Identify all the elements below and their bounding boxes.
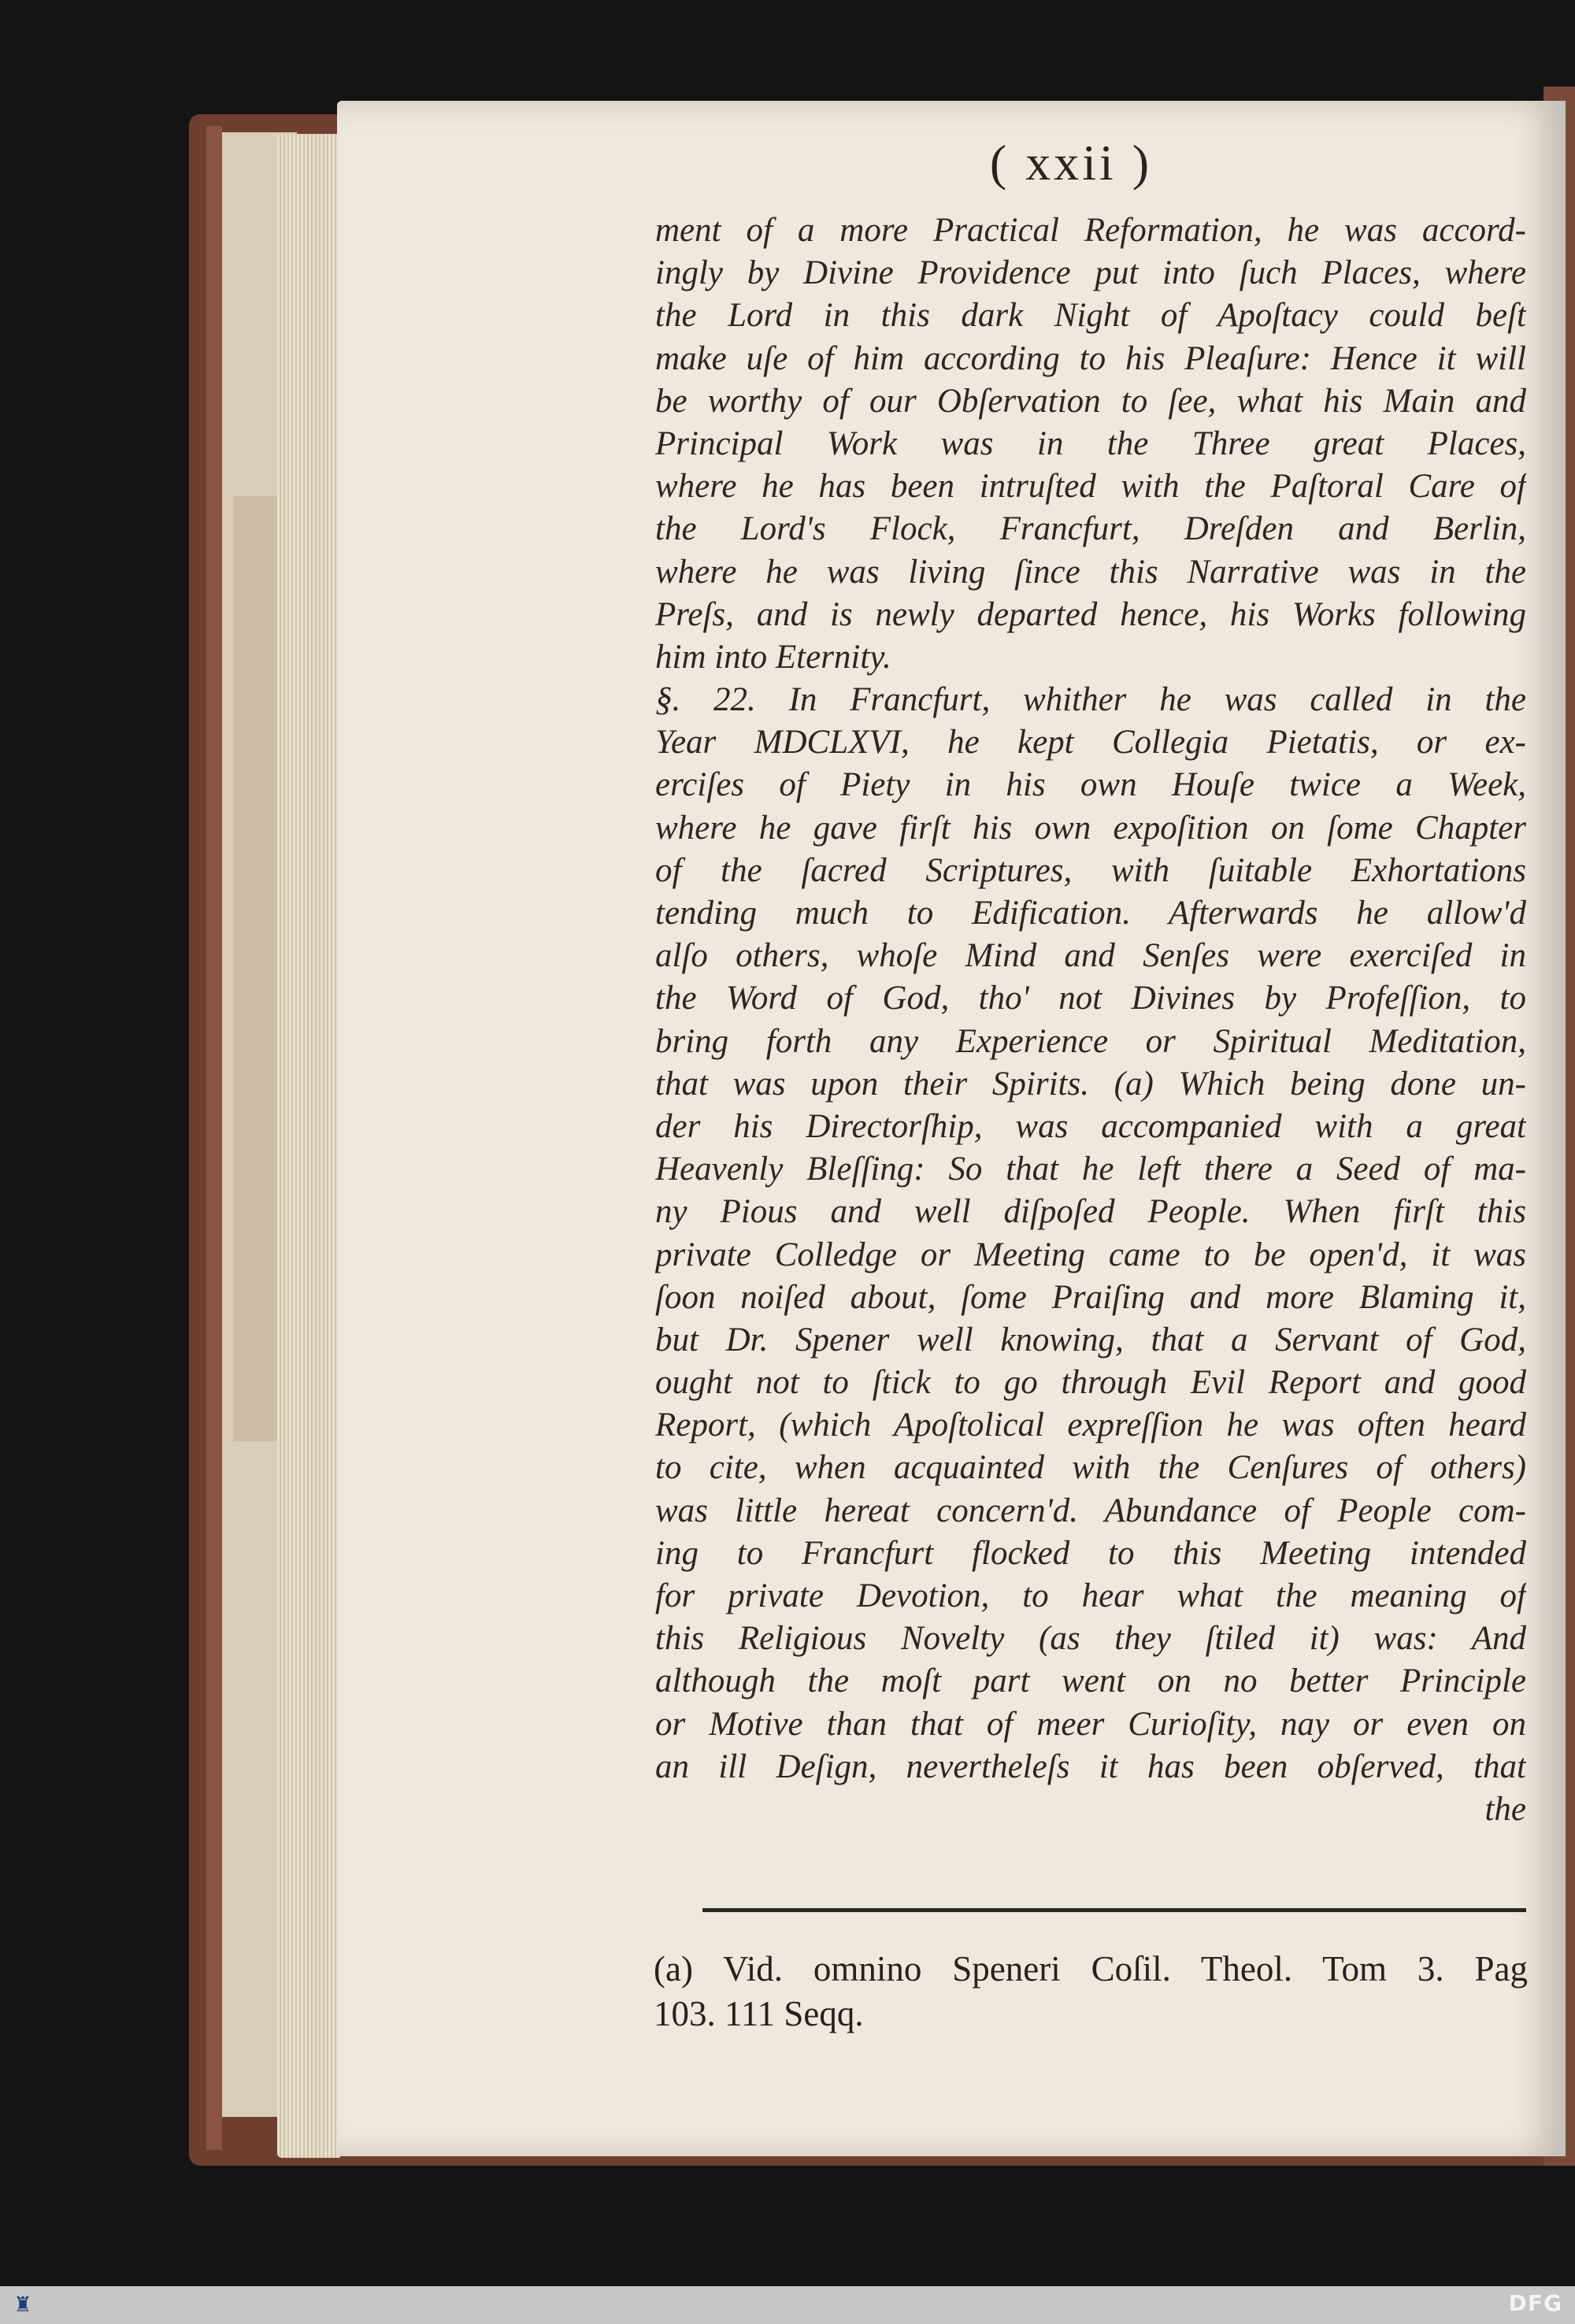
text-line: Year MDCLXVI, he kept Collegia Pietatis, or ex- [655, 724, 1526, 762]
text-line: was little hereat concern'd. Abundance of People com- [655, 1492, 1526, 1529]
viewer-footer-bar [0, 2286, 1575, 2324]
cover-edge [206, 126, 222, 2150]
page-number: ( xxii ) [989, 135, 1153, 191]
body-text [655, 209, 1526, 1831]
footnote [654, 1947, 1528, 2037]
text-line: alſo others, whoſe Mind and Senſes were exerciſed in [655, 937, 1526, 975]
footnote-line: 103. 111 Seqq. [654, 1994, 864, 2033]
text-line: Heavenly Bleſſing: So that he left there a Seed of ma- [655, 1151, 1526, 1188]
text-line: ſoon noiſed about, ſome Praiſing and more Blaming it, [655, 1278, 1526, 1316]
footnote-line: (a) Vid. omnino Speneri Coſil. Theol. Tom 3. Pag [654, 1949, 1528, 1989]
text-line: for private Devotion, to hear what the meaning of [655, 1577, 1526, 1614]
text-line: tending much to Edification. Afterwards he allow'd [655, 895, 1526, 932]
text-line: the [1484, 1790, 1526, 1828]
text-line: although the moſt part went on no better Principle [655, 1662, 1526, 1700]
text-line: ingly by Divine Providence put into ſuch Places, where [655, 254, 1526, 292]
text-line: an ill Deſign, nevertheleſs it has been obſerved, that [655, 1748, 1526, 1785]
text-line: Preſs, and is newly departed hence, his Works following [655, 595, 1526, 633]
page-edges [277, 134, 340, 2158]
text-line: Principal Work was in the Three great Places, [655, 424, 1526, 462]
text-line: ought not to ſtick to go through Evil Report and good [655, 1364, 1526, 1402]
text-line: ment of a more Practical Reformation, he was accord- [655, 212, 1526, 249]
text-line: but Dr. Spener well knowing, that a Servant of God, [655, 1321, 1526, 1358]
text-line: or Motive than that of meer Curioſity, nay or even on [655, 1705, 1526, 1743]
text-line: ny Pious and well diſpoſed People. When firſt this [655, 1193, 1526, 1231]
text-line: §. 22. In Francfurt, whither he was called in the [655, 681, 1526, 719]
text-line: where he has been intruſted with the Paſtoral Care of [655, 468, 1526, 506]
text-line: to cite, when acquainted with the Cenſures of others) [655, 1449, 1526, 1487]
text-line: private Colledge or Meeting came to be open'd, it was [655, 1236, 1526, 1273]
text-line: erciſes of Piety in his own Houſe twice a Week, [655, 766, 1526, 804]
text-line: where he was living ſince this Narrative was in the [655, 553, 1526, 591]
text-line: the Lord in this dark Night of Apoſtacy could beſt [655, 297, 1526, 335]
text-line: the Lord's Flock, Francfurt, Dreſden and Berlin, [655, 510, 1526, 548]
dfg-logo: DFG [1508, 2290, 1562, 2316]
text-line: the Word of God, tho' not Divines by Profeſſion, to [655, 980, 1526, 1017]
library-logo-icon: ♜ [13, 2293, 32, 2316]
text-line: Report, (which Apoſtolical expreſſion he was often heard [655, 1407, 1526, 1444]
text-line: bring forth any Experience or Spiritual Meditation, [655, 1022, 1526, 1060]
text-line: der his Directorſhip, was accompanied with a great [655, 1107, 1526, 1145]
text-line: ing to Francfurt flocked to this Meeting intended [655, 1534, 1526, 1572]
footnote-rule [702, 1908, 1526, 1912]
text-line: that was upon their Spirits. (a) Which being done un- [655, 1065, 1526, 1103]
text-line: of the ſacred Scriptures, with ſuitable Exhortations [655, 851, 1526, 889]
text-line: be worthy of our Obſervation to ſee, what his Main and [655, 382, 1526, 420]
text-line: make uſe of him according to his Pleaſure: Hence it will [655, 339, 1526, 377]
text-line: him into Eternity. [655, 638, 891, 676]
text-line: where he gave firſt his own expoſition on ſome Chapter [655, 809, 1526, 847]
text-line: this Religious Novelty (as they ſtiled it) was: And [655, 1620, 1526, 1658]
